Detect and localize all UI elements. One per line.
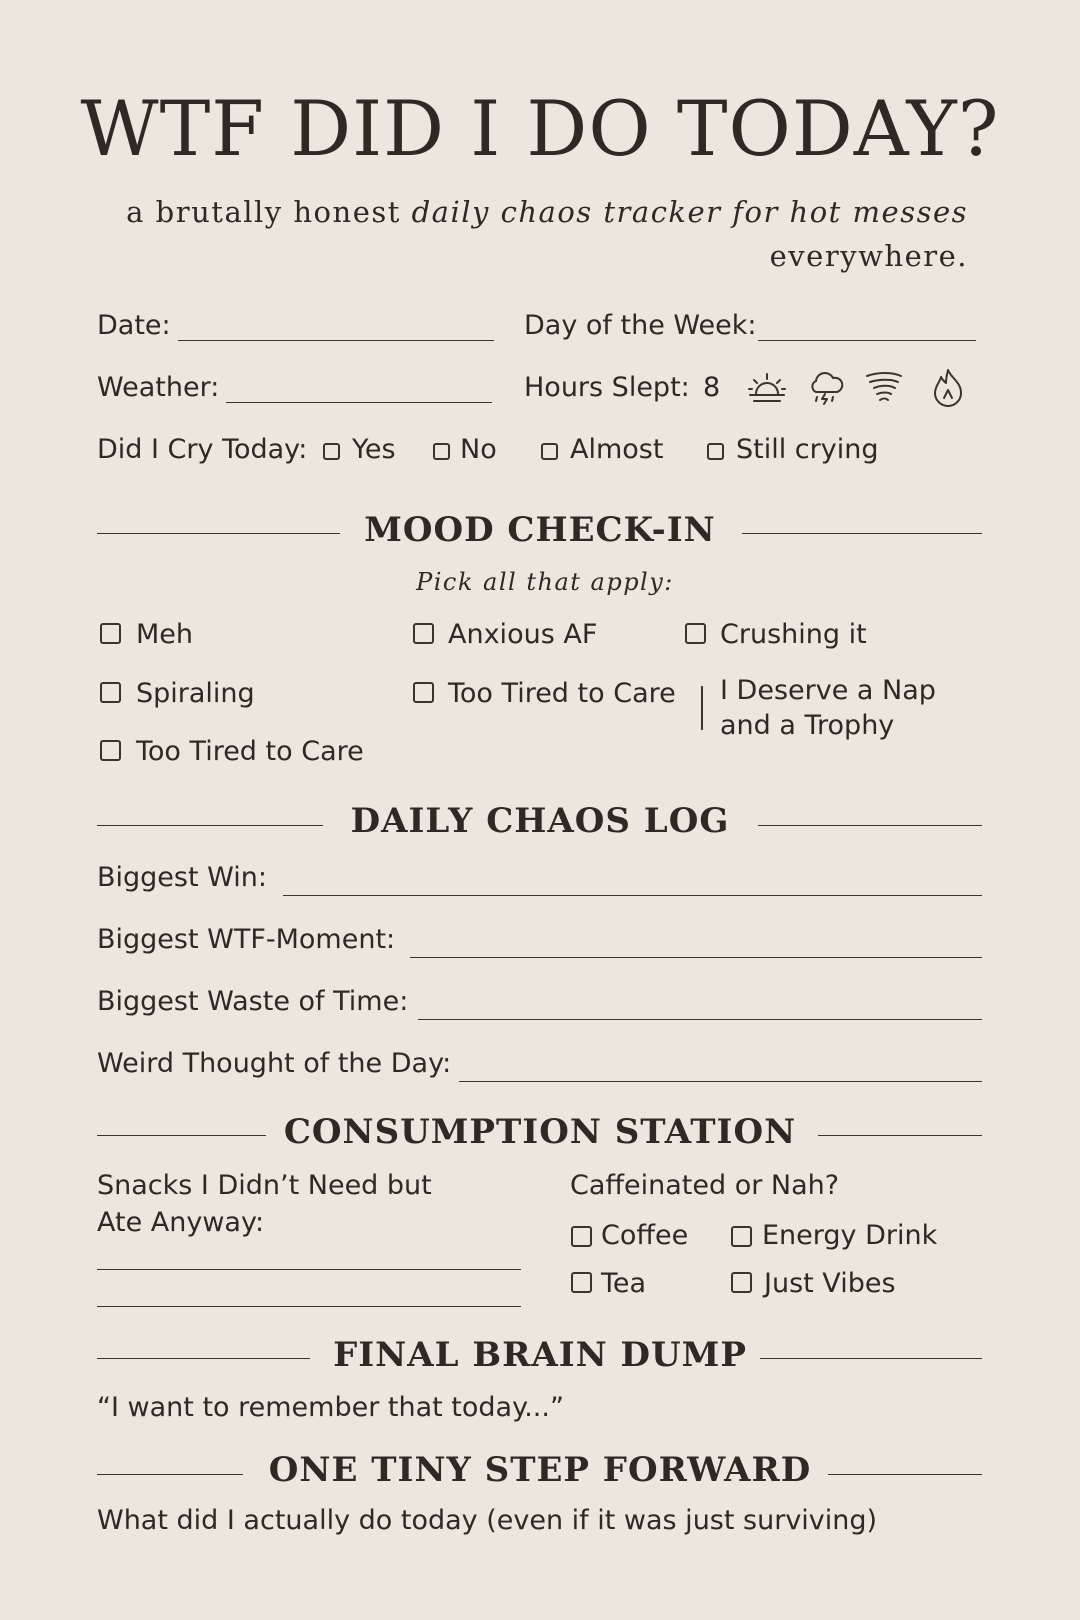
biggest-waste-label: Biggest Waste of Time: [97, 986, 409, 1017]
day-of-week-field[interactable] [758, 340, 976, 341]
biggest-waste-field[interactable] [418, 1019, 982, 1020]
cry-almost-label: Almost [570, 434, 664, 465]
consumption-heading: CONSUMPTION STATION [283, 1112, 797, 1152]
mood-rule-right [742, 533, 982, 534]
step-forward-prompt: What did I actually do today (even if it was just surviving) [97, 1505, 878, 1536]
biggest-win-field[interactable] [283, 895, 982, 896]
just-vibes-checkbox[interactable] [731, 1272, 752, 1293]
mood-anxious-checkbox[interactable] [413, 623, 434, 644]
cry-almost-checkbox[interactable] [541, 443, 558, 460]
date-field[interactable] [178, 340, 494, 341]
storm-cloud-icon[interactable] [806, 368, 846, 408]
subtitle-line-1 [126, 190, 968, 234]
energy-drink-checkbox[interactable] [731, 1226, 752, 1247]
page-title: WTF DID I DO TODAY? [80, 84, 1000, 173]
weird-thought-label: Weird Thought of the Day: [97, 1048, 452, 1079]
energy-drink-label: Energy Drink [762, 1220, 938, 1251]
hours-slept-label: Hours Slept: [524, 372, 690, 403]
fire-icon[interactable] [928, 366, 968, 408]
brain-dump-heading: FINAL BRAIN DUMP [333, 1335, 747, 1375]
tornado-icon[interactable] [864, 370, 904, 406]
mood-meh-label: Meh [136, 619, 194, 650]
snacks-label-2: Ate Anyway: [97, 1207, 265, 1238]
biggest-wtf-label: Biggest WTF-Moment: [97, 924, 396, 955]
mood-nap-trophy-label-1: I Deserve a Nap [720, 675, 936, 706]
hours-slept-value: 8 [703, 372, 721, 403]
snacks-label-1: Snacks I Didn’t Need but [97, 1170, 432, 1201]
subtitle-italic: daily chaos tracker for hot messes [411, 195, 968, 229]
chaos-rule-right [758, 825, 982, 826]
coffee-checkbox[interactable] [571, 1226, 592, 1247]
weather-label: Weather: [97, 372, 220, 403]
snacks-field-1[interactable] [97, 1269, 521, 1270]
just-vibes-label: Just Vibes [764, 1268, 896, 1299]
day-of-week-label: Day of the Week: [524, 310, 757, 341]
mood-spiraling-checkbox[interactable] [100, 682, 121, 703]
tea-checkbox[interactable] [571, 1272, 592, 1293]
date-label: Date: [97, 310, 171, 341]
consumption-rule-right [818, 1135, 982, 1136]
sunrise-icon[interactable] [746, 370, 788, 406]
cry-no-label: No [460, 434, 497, 465]
subtitle-plain: a brutally honest [126, 195, 412, 229]
biggest-win-label: Biggest Win: [97, 862, 267, 893]
step-forward-rule-right [828, 1474, 982, 1475]
coffee-label: Coffee [601, 1220, 689, 1251]
cry-label: Did I Cry Today: [97, 434, 308, 465]
cry-yes-checkbox[interactable] [323, 443, 340, 460]
biggest-wtf-field[interactable] [410, 957, 982, 958]
chaos-heading: DAILY CHAOS LOG [350, 801, 730, 841]
subtitle [126, 190, 968, 278]
mood-too-tired-label-2: Too Tired to Care [448, 678, 676, 709]
tea-label: Tea [601, 1268, 647, 1299]
brain-dump-prompt: “I want to remember that today...” [97, 1392, 564, 1423]
cry-still-crying-label: Still crying [736, 434, 879, 465]
subtitle-line-2: everywhere. [769, 239, 968, 273]
mood-too-tired-label-1: Too Tired to Care [136, 736, 364, 767]
mood-too-tired-checkbox-2[interactable] [413, 682, 434, 703]
brain-dump-rule-right [760, 1358, 982, 1359]
mood-crushing-checkbox[interactable] [685, 623, 706, 644]
caffeine-label: Caffeinated or Nah? [570, 1170, 840, 1201]
cry-no-checkbox[interactable] [433, 443, 450, 460]
mood-spiraling-label: Spiraling [136, 678, 255, 709]
cry-yes-label: Yes [352, 434, 396, 465]
mood-anxious-label: Anxious AF [448, 619, 598, 650]
mood-nap-trophy-label-2: and a Trophy [720, 710, 895, 741]
mood-instruction: Pick all that apply: [416, 568, 674, 596]
snacks-field-2[interactable] [97, 1306, 521, 1307]
mood-heading: MOOD CHECK-IN [364, 510, 716, 550]
cry-still-crying-checkbox[interactable] [707, 443, 724, 460]
mood-too-tired-checkbox-1[interactable] [100, 740, 121, 761]
mood-meh-checkbox[interactable] [100, 623, 121, 644]
step-forward-heading: ONE TINY STEP FORWARD [268, 1450, 812, 1490]
mood-crushing-label: Crushing it [720, 619, 867, 650]
weird-thought-field[interactable] [459, 1081, 982, 1082]
mood-nap-trophy-bar[interactable] [701, 686, 703, 730]
weather-field[interactable] [226, 402, 492, 403]
